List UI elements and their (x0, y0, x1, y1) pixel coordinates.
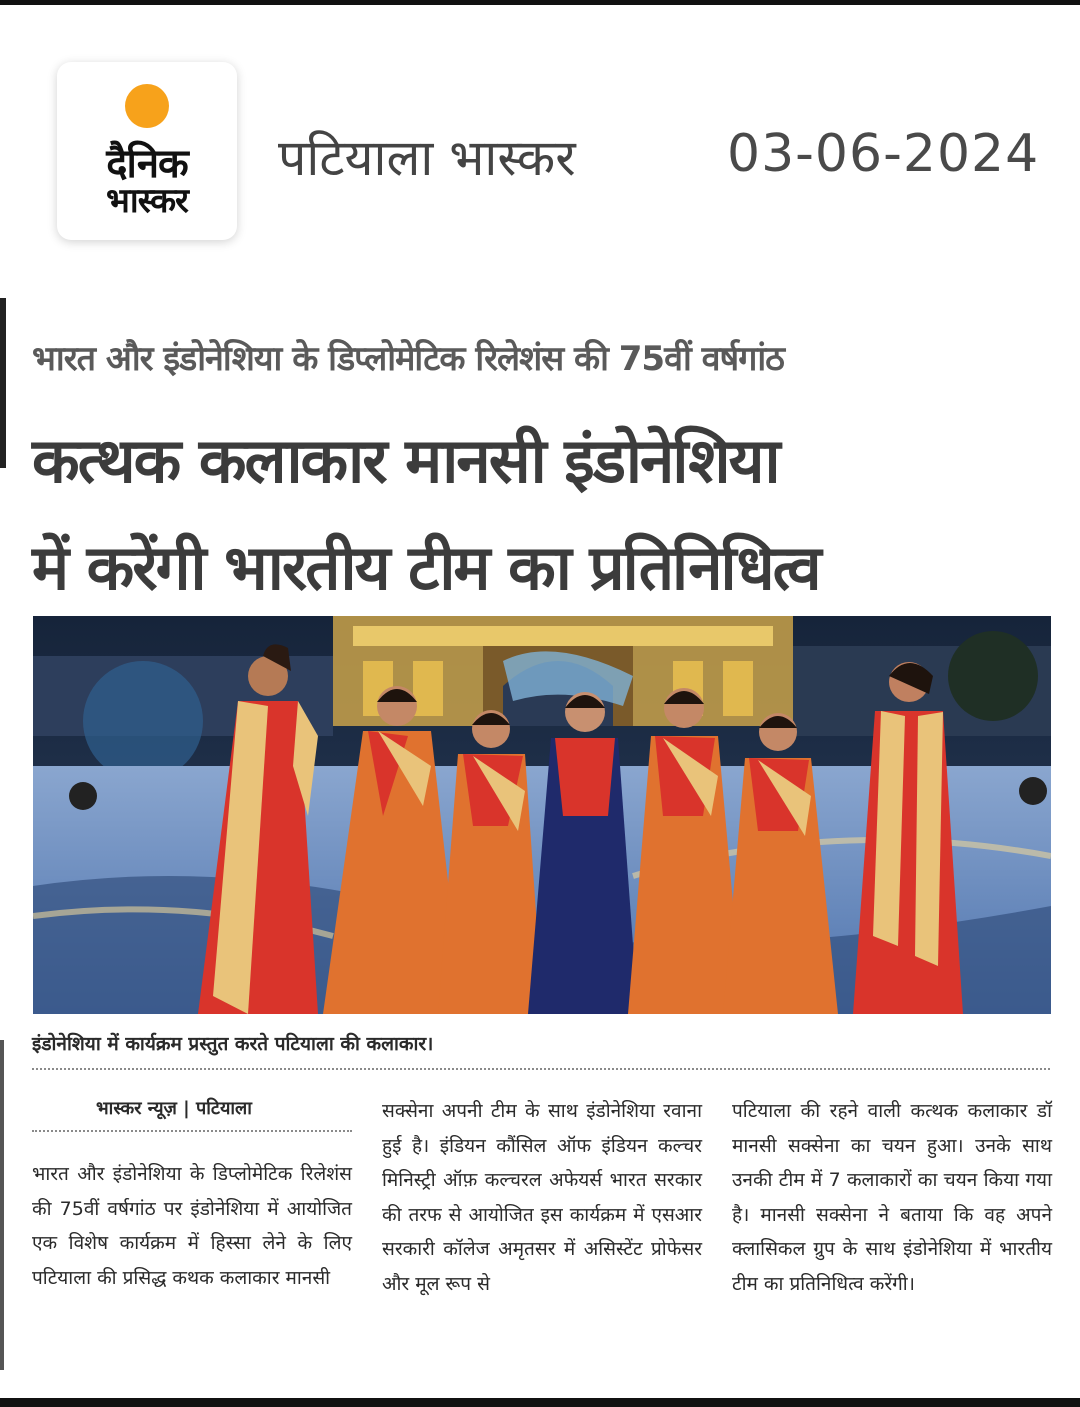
page-edge-mark (0, 298, 6, 468)
article-column-1 (32, 1157, 352, 1295)
bottom-frame-border (0, 1398, 1080, 1407)
edition-date: 03-06-2024 (727, 124, 1040, 184)
edition-name: पटियाला भास्कर (278, 129, 576, 187)
page-edge-mark (0, 1040, 4, 1370)
logo-text-dainik: दैनिक (106, 141, 188, 187)
byline-rule (32, 1130, 352, 1132)
logo-text-bhaskar: भास्कर (106, 181, 188, 221)
article-column-2 (382, 1094, 702, 1301)
article-body-text: पटियाला की रहने वाली कत्थक कलाकार डॉ मानसी सक्सेना का चयन हुआ। उनके साथ उनकी टीम में 7 कलाकारों का चयन किया गया है। मानसी सक्सेना ने बताया कि वह अपने क्लासिकल ग्रुप के साथ इंडोनेशिया में भारतीय टीम का प्रतिनिधित्व करेंगी। (732, 1100, 1052, 1295)
byline: भास्कर न्यूज़ | पटियाला (96, 1098, 252, 1119)
photo-caption: इंडोनेशिया में कार्यक्रम प्रस्तुत करते पटियाला की कलाकार। (32, 1033, 434, 1055)
dancers-photo-illustration (33, 616, 1051, 1014)
article-kicker: भारत और इंडोनेशिया के डिप्लोमेटिक रिलेशंस की 75वीं वर्षगांठ (32, 339, 784, 379)
article-body-text: भारत और इंडोनेशिया के डिप्लोमेटिक रिलेशंस की 75वीं वर्षगांठ पर इंडोनेशिया में आयोजित एक विशेष कार्यक्रम में हिस्सा लेने के लिए पटियाला की प्रसिद्ध कथक कलाकार मानसी (32, 1163, 352, 1289)
divider-rule (32, 1068, 1050, 1070)
headline-line-2: में करेंगी भारतीय टीम का प्रतिनिधित्व (32, 531, 820, 604)
top-frame-border (0, 0, 1080, 5)
article-column-3 (732, 1094, 1052, 1301)
dainik-bhaskar-logo[interactable] (57, 62, 237, 240)
sun-icon (125, 84, 169, 128)
headline-line-1: कत्थक कलाकार मानसी इंडोनेशिया (32, 424, 779, 497)
article-body-text: सक्सेना अपनी टीम के साथ इंडोनेशिया रवाना हुई है। इंडियन कौंसिल ऑफ इंडियन कल्चर मिनिस्ट्री ऑफ़ कल्चरल अफेयर्स भारत सरकार की तरफ से आयोजित इस कार्यक्रम में एसआर सरकारी कॉलेज अमृतसर में असिस्टेंट प्रोफेसर और मूल रूप से (382, 1100, 702, 1295)
article-photo (33, 616, 1051, 1014)
